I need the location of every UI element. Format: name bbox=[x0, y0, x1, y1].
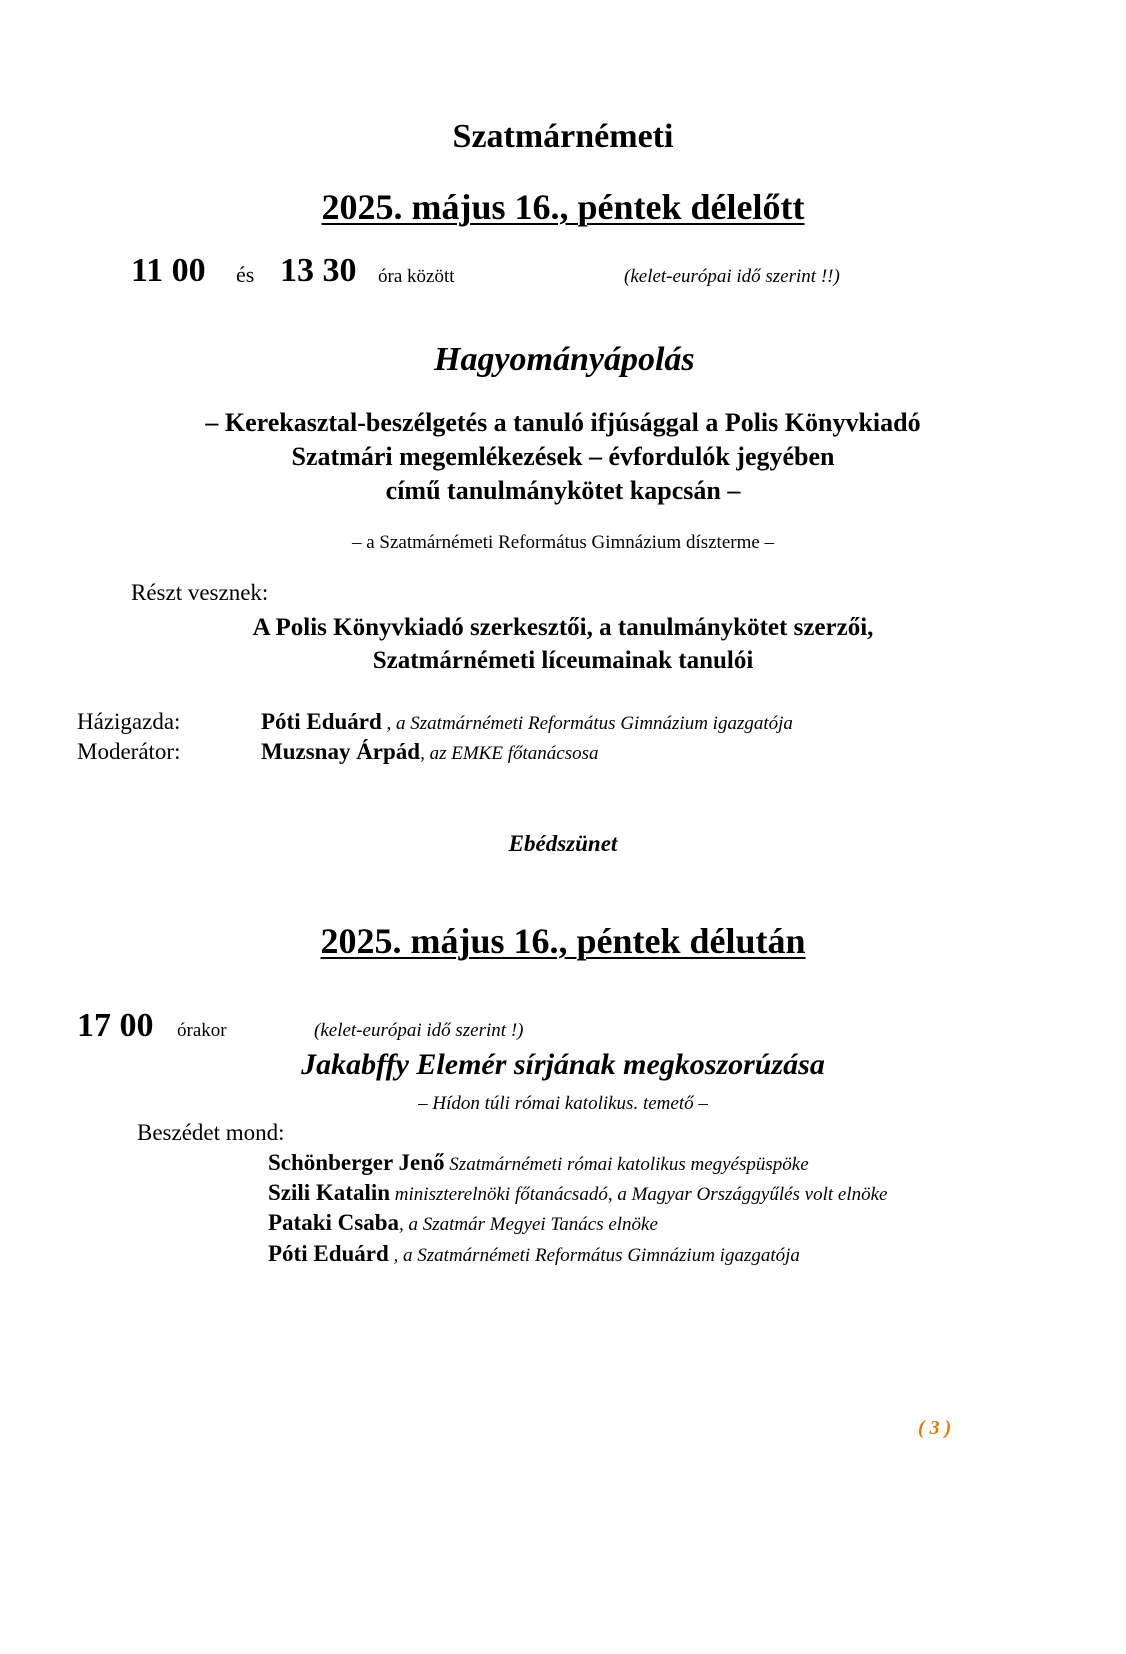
morning-time-note: (kelet-európai idő szerint !!) bbox=[624, 266, 840, 287]
moderator-label: Moderátor: bbox=[77, 739, 181, 764]
speaker-entry bbox=[268, 1180, 888, 1206]
morning-venue: – a Szatmárnémeti Református Gimnázium díszterme – bbox=[351, 532, 775, 553]
speaker-role: , a Szatmár Megyei Tanács elnöke bbox=[399, 1214, 658, 1235]
page-number: ( 3 ) bbox=[918, 1417, 952, 1439]
speaker-role: , a Szatmárnémeti Református Gimnázium igazgatója bbox=[388, 1245, 800, 1266]
afternoon-venue: – Hídon túli római katolikus. temető – bbox=[418, 1093, 708, 1114]
moderator-name: Muzsnay Árpád bbox=[261, 739, 421, 764]
speaker-name: Pataki Csaba bbox=[268, 1210, 399, 1235]
afternoon-time: 17 00 bbox=[77, 1007, 154, 1044]
participants-label: Részt vesznek: bbox=[131, 580, 269, 605]
moderator-entry bbox=[261, 739, 599, 765]
description-line: Szatmári megemlékezések – évfordulók jegyében bbox=[291, 442, 835, 471]
speaker-name: Póti Eduárd bbox=[268, 1241, 389, 1266]
city-title: Szatmárnémeti bbox=[452, 118, 674, 155]
speaker-entry bbox=[268, 1150, 809, 1176]
afternoon-time-suffix: órakor bbox=[177, 1020, 227, 1041]
host-label: Házigazda: bbox=[77, 709, 181, 734]
morning-time-suffix: óra között bbox=[378, 266, 455, 287]
host-name: Póti Eduárd bbox=[261, 709, 382, 734]
participants-line: A Polis Könyvkiadó szerkesztői, a tanulmánykötet szerzői, bbox=[252, 614, 874, 641]
afternoon-time-note: (kelet-európai idő szerint !) bbox=[314, 1020, 524, 1041]
speaker-role: Szatmárnémeti római katolikus megyéspüspöke bbox=[444, 1154, 809, 1175]
speaker-entry bbox=[268, 1241, 800, 1267]
morning-date-heading: 2025. május 16., péntek délelőtt bbox=[321, 187, 805, 227]
speaker-name: Schönberger Jenő bbox=[268, 1150, 445, 1175]
host-role: , a Szatmárnémeti Református Gimnázium igazgatója bbox=[381, 713, 793, 734]
morning-event-title: Hagyományápolás bbox=[434, 341, 695, 378]
morning-time-end: 13 30 bbox=[280, 252, 357, 289]
morning-time-start: 11 00 bbox=[131, 252, 206, 289]
afternoon-event-title: Jakabffy Elemér sírjának megkoszorúzása bbox=[301, 1048, 825, 1081]
description-line: című tanulmánykötet kapcsán – bbox=[385, 476, 741, 505]
host-entry bbox=[261, 709, 793, 735]
speaker-entry bbox=[268, 1210, 658, 1236]
participants-line: Szatmárnémeti líceumainak tanulói bbox=[372, 647, 754, 674]
speaker-role: miniszterelnöki főtanácsadó, a Magyar Országgyűlés volt elnöke bbox=[390, 1184, 888, 1205]
speakers-label: Beszédet mond: bbox=[137, 1120, 285, 1145]
speaker-name: Szili Katalin bbox=[268, 1180, 391, 1205]
description-line: – Kerekasztal-beszélgetés a tanuló ifjúsággal a Polis Könyvkiadó bbox=[205, 408, 921, 437]
afternoon-date-heading: 2025. május 16., péntek délután bbox=[320, 921, 806, 961]
lunch-break: Ebédszünet bbox=[508, 831, 618, 856]
moderator-role: , az EMKE főtanácsosa bbox=[420, 743, 599, 764]
morning-time-and: és bbox=[236, 262, 255, 287]
